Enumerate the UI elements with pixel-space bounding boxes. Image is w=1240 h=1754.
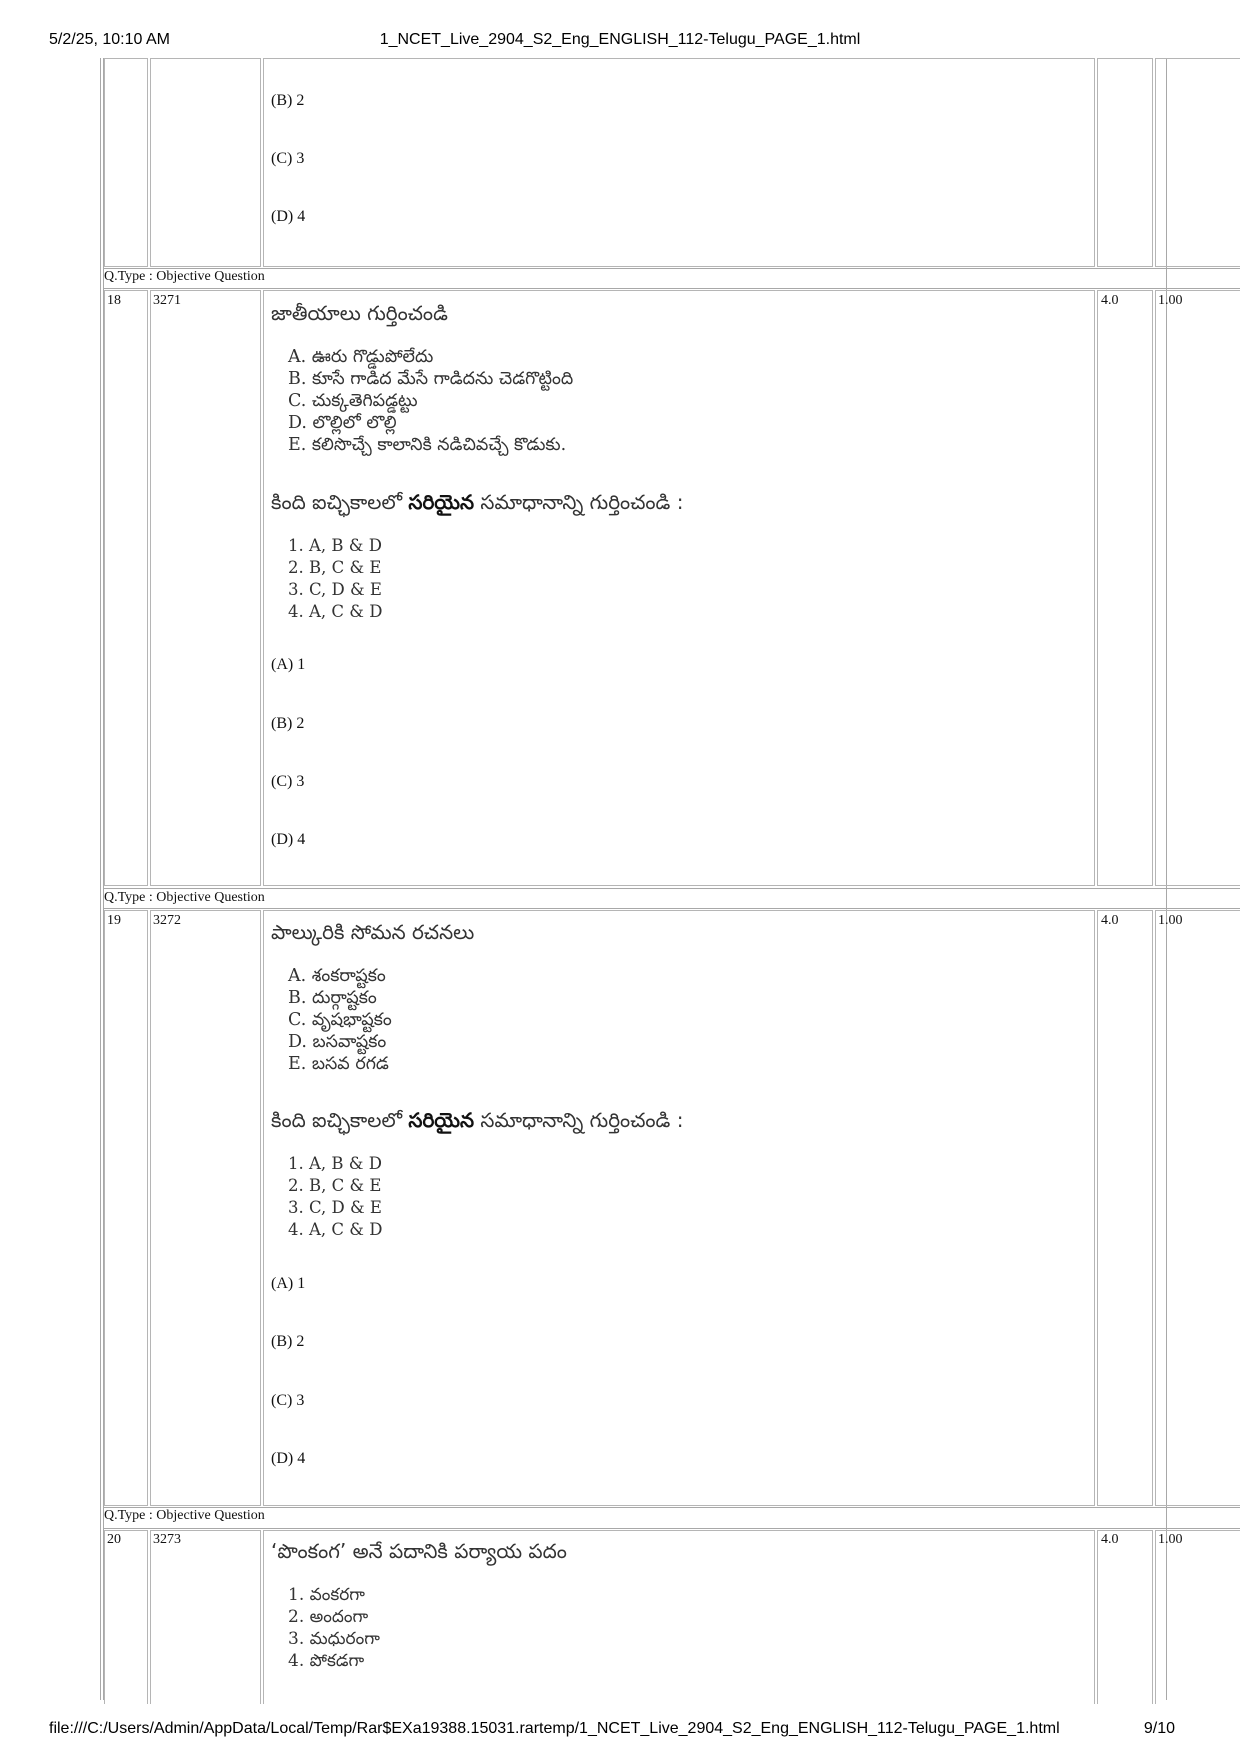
fragment-neg-cell	[1155, 58, 1240, 267]
q20-mark-cell	[1097, 1530, 1153, 1704]
answer-prompt	[271, 490, 683, 519]
print-file-path: file:///C:/Users/Admin/AppData/Local/Temp/Rar$EXa19388.15031.rartemp/1_NCET_Live_2904_S2_Eng_ENGLISH_112-Telugu_PAGE_1.html	[49, 1720, 1060, 1737]
q20-neg-cell	[1155, 1530, 1240, 1704]
question-id: 3271	[153, 293, 181, 308]
q19-qid-cell	[150, 910, 261, 1506]
choice-item: 2. B, C & E	[288, 558, 382, 577]
q20-qid-cell	[150, 1530, 261, 1704]
statement-item: C. చుక్కతెగిపడ్డట్టు	[288, 391, 418, 411]
option-d: (D) 4	[271, 1450, 306, 1467]
fragment-body-cell	[263, 58, 1095, 267]
choice-item: 1. A, B & D	[288, 536, 382, 555]
print-document-title: 1_NCET_Live_2904_S2_Eng_ENGLISH_112-Telugu_PAGE_1.html	[379, 31, 861, 48]
option-b: (B) 2	[271, 1333, 305, 1350]
choice-item: 3. C, D & E	[288, 580, 382, 599]
answer-prompt-text: సమాధానాన్ని గుర్తించండి :	[474, 1108, 684, 1132]
option-b: (B) 2	[271, 715, 305, 732]
q19-neg-cell	[1155, 910, 1240, 1506]
option-a: (A) 1	[271, 656, 306, 673]
question-type-label: Q.Type : Objective Question	[104, 269, 265, 284]
question-negative-marks: 1.00	[1158, 1532, 1183, 1547]
qtype-divider	[104, 1528, 1240, 1529]
question-serial-number: 19	[107, 913, 121, 928]
choice-item: 2. B, C & E	[288, 1176, 382, 1195]
answer-prompt-text: కింది ఐచ్ఛికాలలో	[271, 490, 409, 514]
table-left-border	[100, 58, 101, 1700]
question-serial-number: 20	[107, 1532, 121, 1547]
question-id: 3273	[153, 1532, 181, 1547]
q19-mark-cell	[1097, 910, 1153, 1506]
question-id: 3272	[153, 913, 181, 928]
statement-item: B. దుర్గాష్టకం	[288, 988, 377, 1008]
statement-item: E. బసవ రగడ	[288, 1054, 389, 1074]
option-c: (C) 3	[271, 773, 305, 790]
qtype-divider	[104, 888, 1240, 889]
choice-list	[288, 1584, 380, 1672]
question-type-label: Q.Type : Objective Question	[104, 1508, 265, 1523]
question-stem: పాల్కురికి సోమన రచనలు	[271, 920, 475, 944]
q20-sno-cell	[104, 1530, 148, 1704]
fragment-qid-cell	[150, 58, 261, 267]
q18-sno-cell	[104, 290, 148, 886]
choice-item: 4. A, C & D	[288, 602, 383, 621]
q19-sno-cell	[104, 910, 148, 1506]
answer-prompt-emphasis: సరియైన	[408, 490, 475, 514]
q18-mark-cell	[1097, 290, 1153, 886]
choice-item: 1. A, B & D	[288, 1154, 382, 1173]
question-serial-number: 18	[107, 293, 121, 308]
question-stem: ‘పొంకంగ’ అనే పదానికి పర్యాయ పదం	[271, 1539, 567, 1563]
choice-item: 1. వంకరగా	[288, 1585, 365, 1605]
answer-prompt-text: సమాధానాన్ని గుర్తించండి :	[474, 490, 684, 514]
q18-qid-cell	[150, 290, 261, 886]
question-marks: 4.0	[1101, 1532, 1119, 1547]
statement-item: B. కూసే గాడిద మేసే గాడిదను చెడగొట్టింది	[288, 369, 574, 389]
question-negative-marks: 1.00	[1158, 293, 1183, 308]
option-a: (A) 1	[271, 1275, 306, 1292]
choice-list	[288, 535, 382, 623]
option-c: (C) 3	[271, 150, 305, 167]
option-c: (C) 3	[271, 1392, 305, 1409]
qtype-divider	[104, 908, 1240, 909]
choice-item: 3. మధురంగా	[288, 1629, 380, 1649]
page-number: 9/10	[1143, 1720, 1175, 1737]
option-b: (B) 2	[271, 92, 305, 109]
q18-neg-cell	[1155, 290, 1240, 886]
answer-prompt-text: కింది ఐచ్ఛికాలలో	[271, 1108, 409, 1132]
statement-item: A. ఊరు గొడ్డుపోలేదు	[288, 347, 434, 367]
statement-list	[288, 965, 392, 1075]
question-stem: జాతీయాలు గుర్తించండి	[271, 301, 448, 325]
statement-item: D. బసవాష్టకం	[288, 1032, 387, 1052]
choice-item: 2. అందంగా	[288, 1607, 369, 1627]
statement-item: E. కలిసొచ్చే కాలానికి నడిచివచ్చే కొడుకు.	[288, 435, 567, 455]
question-negative-marks: 1.00	[1158, 913, 1183, 928]
answer-prompt	[271, 1108, 683, 1137]
choice-item: 4. A, C & D	[288, 1220, 383, 1239]
print-datetime: 5/2/25, 10:10 AM	[49, 31, 170, 48]
option-d: (D) 4	[271, 208, 306, 225]
choice-item: 4. పోకడగా	[288, 1651, 365, 1671]
fragment-mark-cell	[1097, 58, 1153, 267]
qtype-divider	[104, 268, 1240, 269]
choice-list	[288, 1153, 382, 1241]
statement-item: A. శంకరాష్టకం	[288, 966, 386, 986]
question-type-label: Q.Type : Objective Question	[104, 890, 265, 905]
option-d: (D) 4	[271, 831, 306, 848]
question-marks: 4.0	[1101, 913, 1119, 928]
fragment-sno-cell	[104, 58, 148, 267]
qtype-divider	[104, 1507, 1240, 1508]
statement-item: C. వృషభాష్టకం	[288, 1010, 392, 1030]
answer-prompt-emphasis: సరియైన	[408, 1108, 475, 1132]
statement-list	[288, 346, 573, 456]
choice-item: 3. C, D & E	[288, 1198, 382, 1217]
qtype-divider	[104, 288, 1240, 289]
statement-item: D. లొల్లిలో లొల్లి	[288, 413, 397, 433]
question-marks: 4.0	[1101, 293, 1119, 308]
